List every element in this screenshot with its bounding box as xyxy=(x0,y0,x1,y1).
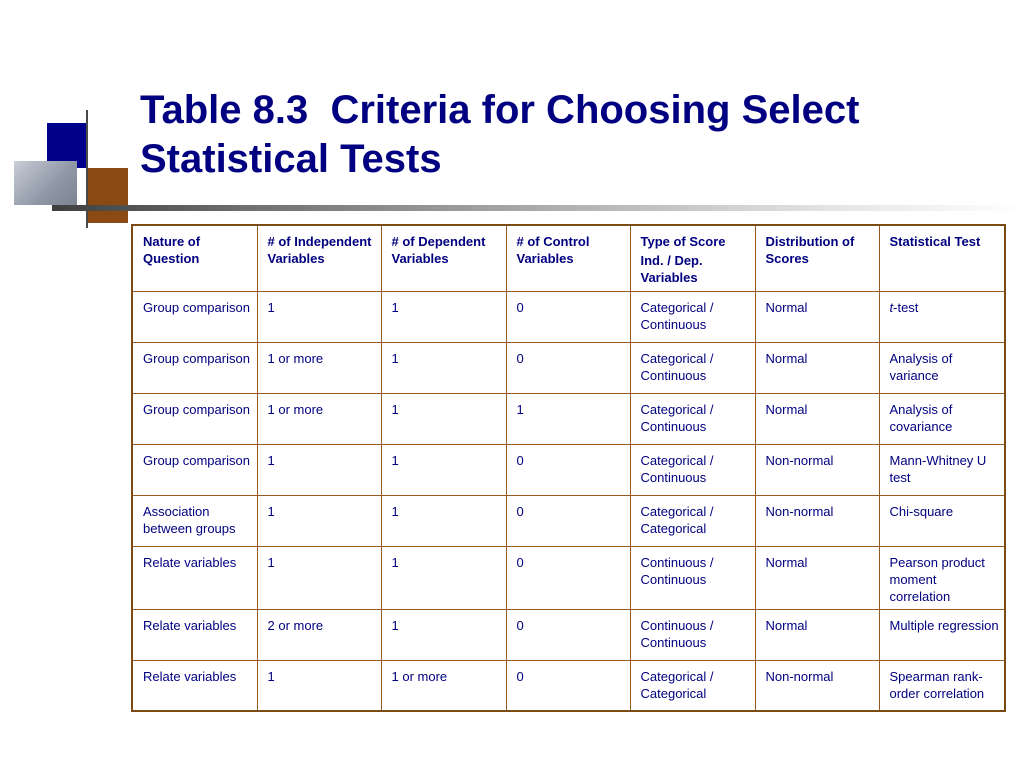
cell-dependent: 1 xyxy=(381,291,506,342)
header-type-of-score-label: Type of Score xyxy=(640,234,726,249)
cell-independent: 2 or more xyxy=(257,609,381,660)
cell-nature: Group comparison xyxy=(132,444,257,495)
table-row xyxy=(132,546,1005,609)
cell-independent: 1 xyxy=(257,495,381,546)
cell-dependent: 1 xyxy=(381,546,506,609)
cell-dependent: 1 xyxy=(381,342,506,393)
slide-title-line-1: Table 8.3 Criteria for Choosing Select xyxy=(140,88,860,132)
cell-control: 0 xyxy=(506,495,630,546)
cell-control: 0 xyxy=(506,660,630,711)
cell-score-type: Categorical / Categorical xyxy=(630,495,755,546)
cell-distribution: Non-normal xyxy=(755,660,879,711)
cell-control: 0 xyxy=(506,609,630,660)
header-statistical-test: Statistical Test xyxy=(879,225,1005,291)
cell-distribution: Normal xyxy=(755,546,879,609)
cell-independent: 1 xyxy=(257,444,381,495)
cell-statistical-test: Multiple regression xyxy=(879,609,1005,660)
cell-dependent: 1 or more xyxy=(381,660,506,711)
cell-nature: Relate variables xyxy=(132,660,257,711)
cell-nature: Association between groups xyxy=(132,495,257,546)
horizontal-rule-decoration xyxy=(52,205,1024,211)
cell-control: 0 xyxy=(506,444,630,495)
header-distribution-of-scores: Distribution of Scores xyxy=(755,225,879,291)
cell-score-type: Categorical / Continuous xyxy=(630,291,755,342)
cell-independent: 1 xyxy=(257,660,381,711)
cell-score-type: Categorical / Continuous xyxy=(630,393,755,444)
cell-distribution: Normal xyxy=(755,342,879,393)
cell-control: 0 xyxy=(506,291,630,342)
cell-nature: Group comparison xyxy=(132,291,257,342)
header-dependent-variables: # of Dependent Variables xyxy=(381,225,506,291)
header-nature-of-question: Nature of Question xyxy=(132,225,257,291)
cell-statistical-test xyxy=(879,291,1005,342)
table-row xyxy=(132,495,1005,546)
cell-score-type: Categorical / Continuous xyxy=(630,342,755,393)
cell-distribution: Non-normal xyxy=(755,495,879,546)
decorative-logo-block xyxy=(0,0,160,240)
cell-independent: 1 xyxy=(257,546,381,609)
table-row xyxy=(132,609,1005,660)
t-test-label: -test xyxy=(893,299,919,315)
table-row xyxy=(132,660,1005,711)
brown-square-decoration xyxy=(88,168,128,223)
cell-control: 0 xyxy=(506,546,630,609)
cell-distribution: Normal xyxy=(755,291,879,342)
table-row xyxy=(132,393,1005,444)
cell-independent: 1 xyxy=(257,291,381,342)
header-type-of-score-sub: Ind. / Dep. Variables xyxy=(640,253,703,285)
cell-statistical-test: Pearson product moment correlation xyxy=(879,546,1005,609)
table-header-row xyxy=(132,225,1005,291)
cell-statistical-test: Analysis of variance xyxy=(879,342,1005,393)
gray-square-decoration xyxy=(14,161,77,205)
cell-nature: Relate variables xyxy=(132,609,257,660)
cell-statistical-test: Analysis of covariance xyxy=(879,393,1005,444)
header-independent-variables: # of Independent Variables xyxy=(257,225,381,291)
cell-independent: 1 or more xyxy=(257,393,381,444)
cell-score-type: Categorical / Categorical xyxy=(630,660,755,711)
slide-title xyxy=(140,86,1000,184)
cell-distribution: Non-normal xyxy=(755,444,879,495)
cell-statistical-test: Chi-square xyxy=(879,495,1005,546)
criteria-table xyxy=(131,224,1006,712)
header-type-of-score xyxy=(630,225,755,291)
cell-score-type: Categorical / Continuous xyxy=(630,444,755,495)
cell-independent: 1 or more xyxy=(257,342,381,393)
cell-nature: Relate variables xyxy=(132,546,257,609)
cell-control: 0 xyxy=(506,342,630,393)
t-prefix: t xyxy=(889,299,894,315)
cell-dependent: 1 xyxy=(381,393,506,444)
cell-dependent: 1 xyxy=(381,444,506,495)
cell-statistical-test: Spearman rank-order correlation xyxy=(879,660,1005,711)
criteria-table-container xyxy=(131,224,1004,712)
cell-distribution: Normal xyxy=(755,393,879,444)
table-row xyxy=(132,342,1005,393)
cell-nature: Group comparison xyxy=(132,342,257,393)
table-row xyxy=(132,444,1005,495)
cell-nature: Group comparison xyxy=(132,393,257,444)
cell-score-type: Continuous / Continuous xyxy=(630,546,755,609)
header-control-variables: # of Control Variables xyxy=(506,225,630,291)
cell-statistical-test: Mann-Whitney U test xyxy=(879,444,1005,495)
table-row xyxy=(132,291,1005,342)
cell-dependent: 1 xyxy=(381,495,506,546)
cell-distribution: Normal xyxy=(755,609,879,660)
slide-title-line-2: Statistical Tests xyxy=(140,137,442,181)
cell-score-type: Continuous / Continuous xyxy=(630,609,755,660)
cell-control: 1 xyxy=(506,393,630,444)
cell-dependent: 1 xyxy=(381,609,506,660)
